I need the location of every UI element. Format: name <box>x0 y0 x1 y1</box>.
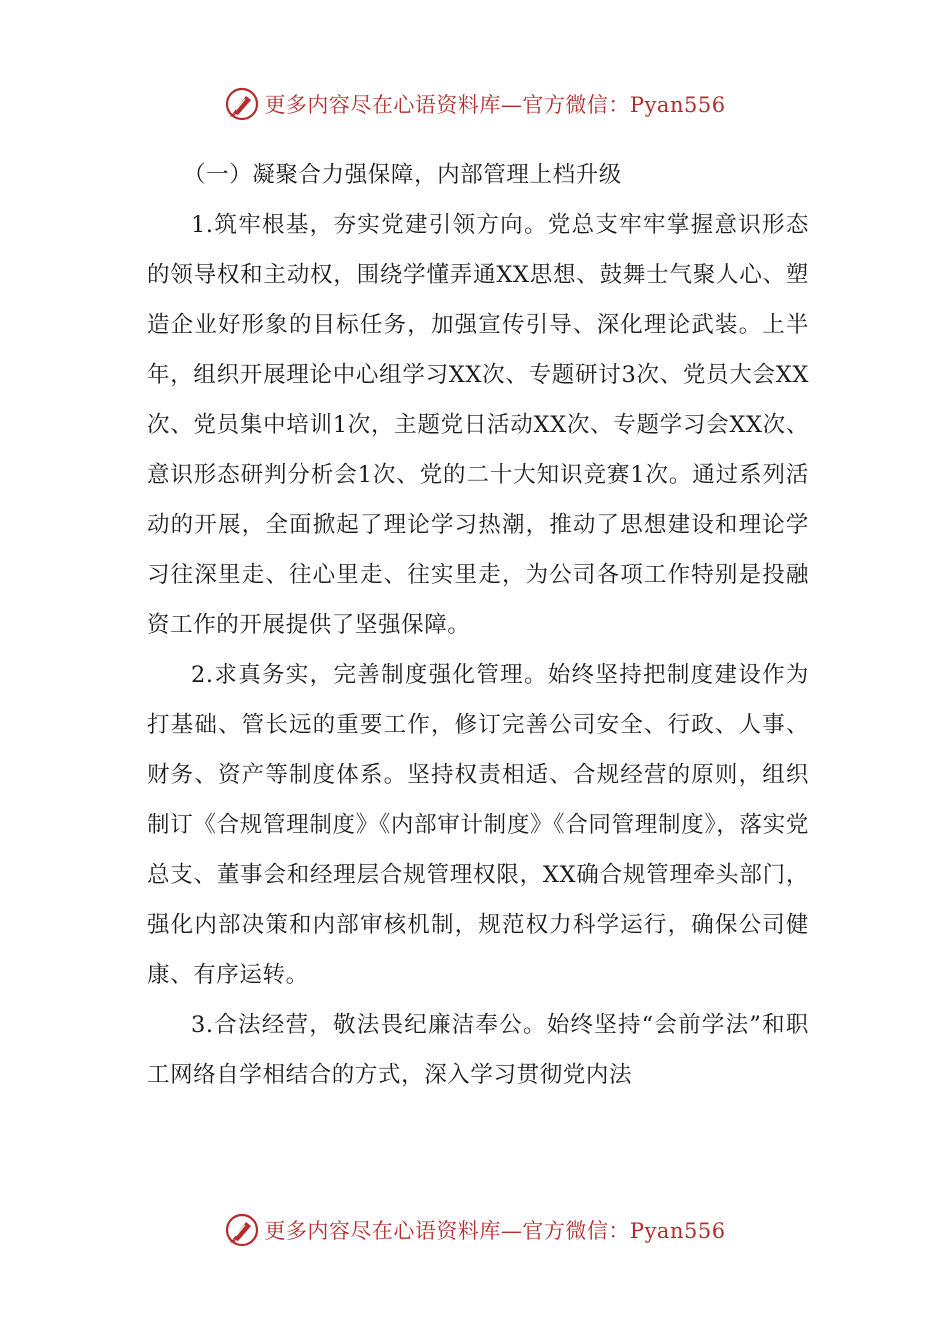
pen-nib-icon <box>224 86 260 122</box>
section-heading: （一）凝聚合力强保障，内部管理上档升级 <box>183 162 622 188</box>
footer-banner-text: 更多内容尽在心语资料库—官方微信：Pyan556 <box>264 1219 726 1243</box>
header-banner <box>0 84 950 124</box>
footer-banner <box>0 1210 950 1250</box>
paragraph-1: 1.筑牢根基，夯实党建引领方向。党总支牢牢掌握意识形态的领导权和主动权，围绕学懂弄通XX思想、鼓舞士气聚人心、塑造企业好形象的目标任务，加强宣传引导、深化理论武装。上半年，组织开展理论中心组学习XX次、专题研讨3次、党员大会XX次、党员集中培训1次，主题党日活动XX次、专题学习会XX次、意识形态研判分析会1次、党的二十大知识竞赛1次。通过系列活动的开展，全面掀起了理论学习热潮，推动了思想建设和理论学习往深里走、往心里走、往实里走，为公司各项工作特别是投融资工作的开展提供了坚强保障。 <box>147 212 809 638</box>
document-body <box>147 150 809 1100</box>
pen-nib-icon <box>224 1212 260 1248</box>
paragraph-3: 3.合法经营，敬法畏纪廉洁奉公。始终坚持“会前学法”和职工网络自学相结合的方式，深入学习贯彻党内法 <box>147 1012 809 1088</box>
header-banner-text: 更多内容尽在心语资料库—官方微信：Pyan556 <box>264 93 726 117</box>
paragraph-2: 2.求真务实，完善制度强化管理。始终坚持把制度建设作为打基础、管长远的重要工作，修订完善公司安全、行政、人事、财务、资产等制度体系。坚持权责相适、合规经营的原则，组织制订《合规管理制度》《内部审计制度》《合同管理制度》，落实党总支、董事会和经理层合规管理权限，XX确合规管理牵头部门，强化内部决策和内部审核机制，规范权力科学运行，确保公司健康、有序运转。 <box>147 662 809 988</box>
